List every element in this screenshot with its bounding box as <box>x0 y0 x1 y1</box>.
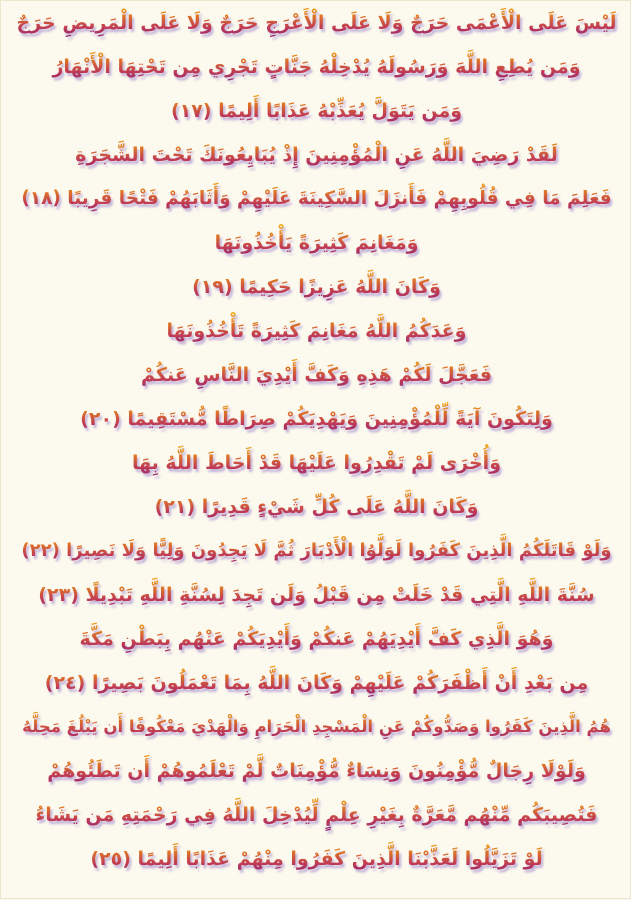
verse-list <box>1 1 631 900</box>
verse-line-7: وَكَانَ اللَّهُ عَزِيزًا حَكِيمًا (١٩) <box>15 267 618 307</box>
verse-line-11: وَأُخْرَى لَمْ تَقْدِرُوا عَلَيْهَا قَدْ أَحَاطَ اللَّهُ بِهَا <box>15 443 618 483</box>
verse-line-1: لَيْسَ عَلَى الْأَعْمَى حَرَجٌ وَلَا عَلَى الْأَعْرَجِ حَرَجٌ وَلَا عَلَى الْمَرِيضِ حَرَجٌ <box>15 3 618 43</box>
verse-line-20: لَوْ تَزَيَّلُوا لَعَذَّبْنَا الَّذِينَ كَفَرُوا مِنْهُمْ عَذَابًا أَلِيمًا (٢٥) <box>15 839 618 879</box>
verse-line-17: هُمُ الَّذِينَ كَفَرُوا وَصَدُّوكُمْ عَنِ الْمَسْجِدِ الْحَرَامِ وَالْهَدْيَ مَعْكُوفًا أَن يَبْلُغَ مَحِلَّهُ <box>15 707 618 747</box>
verse-line-8: وَعَدَكُمُ اللَّهُ مَغَانِمَ كَثِيرَةً تَأْخُذُونَهَا <box>15 311 618 351</box>
verse-line-19: فَتُصِيبَكُم مِّنْهُم مَّعَرَّةٌ بِغَيْرِ عِلْمٍ لِّيُدْخِلَ اللَّهُ فِي رَحْمَتِهِ مَن يَشَاءُ <box>15 795 618 835</box>
verse-line-5: فَعَلِمَ مَا فِي قُلُوبِهِمْ فَأَنزَلَ السَّكِينَةَ عَلَيْهِمْ وَأَثَابَهُمْ فَتْحًا قَرِيبًا (١٨) <box>15 179 618 219</box>
verse-line-6: وَمَغَانِمَ كَثِيرَةً يَأْخُذُونَهَا <box>15 223 618 263</box>
verse-line-13: وَلَوْ قَاتَلَكُمُ الَّذِينَ كَفَرُوا لَوَلَّوُا الْأَدْبَارَ ثُمَّ لَا يَجِدُونَ وَلِيًّا وَلَا نَصِيرًا (٢٢) <box>15 531 618 571</box>
verse-line-15: وَهُوَ الَّذِي كَفَّ أَيْدِيَهُمْ عَنكُمْ وَأَيْدِيَكُمْ عَنْهُم بِبَطْنِ مَكَّةَ <box>15 619 618 659</box>
verse-line-3: وَمَن يَتَوَلَّ يُعَذِّبْهُ عَذَابًا أَلِيمًا (١٧) <box>15 91 618 131</box>
verse-line-4: لَقَدْ رَضِيَ اللَّهُ عَنِ الْمُؤْمِنِينَ إِذْ يُبَايِعُونَكَ تَحْتَ الشَّجَرَةِ <box>15 135 618 175</box>
verse-line-12: وَكَانَ اللَّهُ عَلَى كُلِّ شَيْءٍ قَدِيرًا (٢١) <box>15 487 618 527</box>
verse-line-18: وَلَوْلَا رِجَالٌ مُّؤْمِنُونَ وَنِسَاءٌ مُّؤْمِنَاتٌ لَّمْ تَعْلَمُوهُمْ أَن تَطَئُوهُمْ <box>15 751 618 791</box>
verse-line-16: مِن بَعْدِ أَنْ أَظْفَرَكُمْ عَلَيْهِمْ وَكَانَ اللَّهُ بِمَا تَعْمَلُونَ بَصِيرًا (٢٤) <box>15 663 618 703</box>
verse-line-14: سُنَّةَ اللَّهِ الَّتِي قَدْ خَلَتْ مِن قَبْلُ وَلَن تَجِدَ لِسُنَّةِ اللَّهِ تَبْدِيلًا (٢٣) <box>15 575 618 615</box>
verse-line-10: وَلِتَكُونَ آيَةً لِّلْمُؤْمِنِينَ وَيَهْدِيَكُمْ صِرَاطًا مُّسْتَقِيمًا (٢٠) <box>15 399 618 439</box>
verse-line-2: وَمَن يُطِعِ اللَّهَ وَرَسُولَهُ يُدْخِلْهُ جَنَّاتٍ تَجْرِي مِن تَحْتِهَا الْأَنْهَارُ <box>15 47 618 87</box>
verse-line-9: فَعَجَّلَ لَكُمْ هَذِهِ وَكَفَّ أَيْدِيَ النَّاسِ عَنكُمْ <box>15 355 618 395</box>
